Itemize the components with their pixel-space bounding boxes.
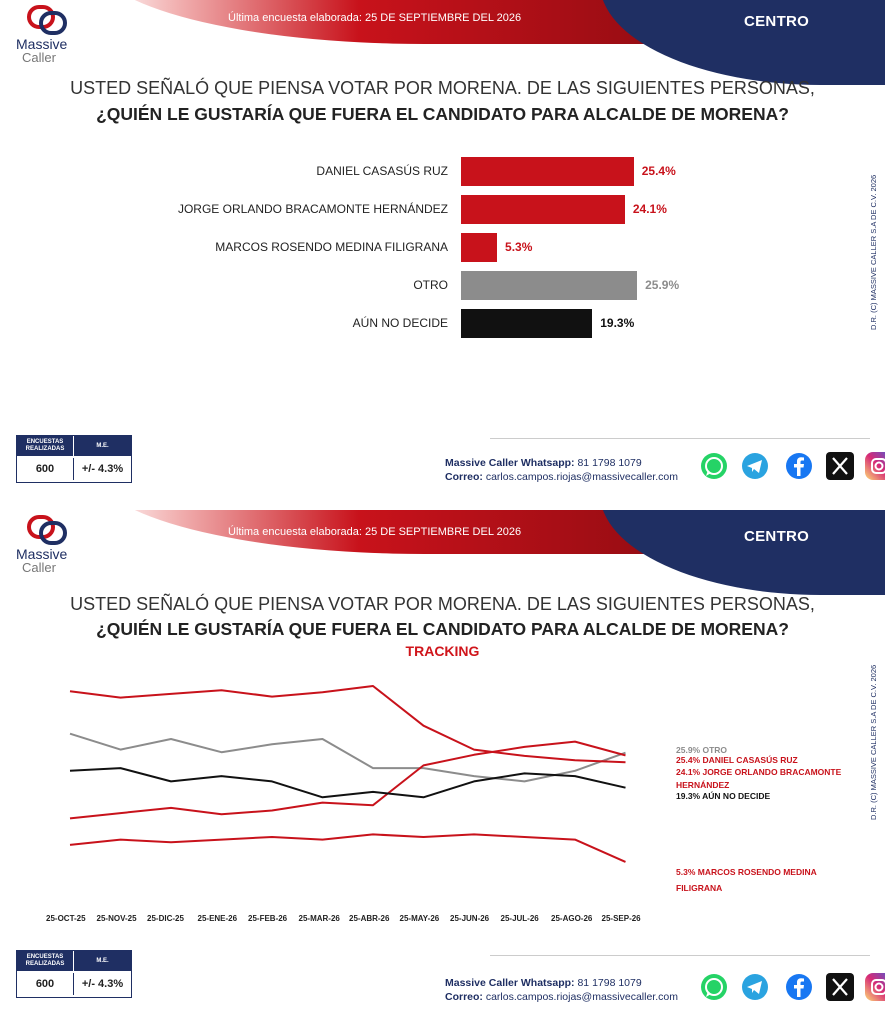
email-contact — [445, 991, 678, 1003]
logo-name: Massive — [16, 546, 68, 562]
x-tick-label: 25-NOV-25 — [96, 914, 137, 923]
bar — [461, 309, 592, 338]
bar-label: JORGE ORLANDO BRACAMONTE HERNÁNDEZ — [177, 202, 448, 216]
logo-name-2: Caller — [22, 50, 56, 65]
region-label: CENTRO — [744, 528, 810, 545]
whatsapp-label: Massive Caller Whatsapp: — [445, 457, 575, 469]
facebook-icon[interactable] — [784, 972, 814, 1002]
x-tick-label: 25-OCT-25 — [46, 914, 86, 923]
x-twitter-icon[interactable] — [825, 451, 855, 481]
email-address[interactable]: carlos.campos.riojas@massivecaller.com — [485, 471, 678, 483]
legend-entry: 24.1% JORGE ORLANDO BRACAMONTE — [676, 767, 842, 777]
legend-entry: 19.3% AÚN NO DECIDE — [676, 791, 771, 801]
legend-entry: 25.4% DANIEL CASASÚS RUZ — [676, 755, 798, 765]
email-label: Correo: — [445, 471, 483, 483]
massive-caller-logo — [14, 4, 84, 70]
x-tick-label: 25-AGO-26 — [551, 914, 593, 923]
question-line-1: USTED SEÑALÓ QUE PIENSA VOTAR POR MORENA. DE LAS SIGUIENTES PERSONAS, — [70, 594, 815, 614]
x-tick-label: 25-FEB-26 — [248, 914, 288, 923]
bar — [461, 271, 637, 300]
x-tick-label: 25-ENE-26 — [197, 914, 238, 923]
x-tick-label: 25-JUN-26 — [450, 914, 490, 923]
copyright-vertical: D.R. (C) MASSIVE CALLER S.A DE C.V. 2026 — [869, 174, 878, 330]
header-blue-band — [600, 0, 885, 85]
instagram-icon[interactable] — [864, 972, 885, 1002]
x-tick-label: 25-MAR-26 — [298, 914, 340, 923]
question-line-2: ¿QUIÉN LE GUSTARÍA QUE FUERA EL CANDIDATO PARA ALCALDE DE MORENA? — [96, 619, 789, 639]
tracking-label: TRACKING — [405, 643, 480, 659]
stats-me-value: +/- 4.3% — [81, 463, 124, 475]
stats-header-me: M.E. — [74, 436, 131, 456]
question-line-2: ¿QUIÉN LE GUSTARÍA QUE FUERA EL CANDIDATO PARA ALCALDE DE MORENA? — [96, 104, 789, 124]
survey-date: Última encuesta elaborada: 25 DE SEPTIEMBRE DEL 2026 — [228, 12, 522, 24]
legend-entry: 5.3% MARCOS ROSENDO MEDINA — [676, 867, 817, 877]
stats-me-value: +/- 4.3% — [81, 978, 124, 990]
bar-chart-slide — [0, 0, 885, 505]
telegram-icon[interactable] — [740, 451, 770, 481]
x-tick-label: 25-DIC-25 — [147, 914, 184, 923]
stats-header-me: M.E. — [74, 951, 131, 971]
whatsapp-number: 81 1798 1079 — [577, 457, 642, 469]
whatsapp-label: Massive Caller Whatsapp: — [445, 977, 575, 989]
survey-date: Última encuesta elaborada: 25 DE SEPTIEMBRE DEL 2026 — [228, 526, 522, 538]
stats-encuestas-value: 600 — [17, 458, 74, 480]
whatsapp-icon[interactable] — [699, 972, 729, 1002]
logo-mark-icon — [26, 4, 68, 36]
series-line — [70, 768, 626, 797]
copyright-vertical: D.R. (C) MASSIVE CALLER S.A DE C.V. 2026 — [869, 664, 878, 820]
whatsapp-contact — [445, 977, 642, 989]
email-label: Correo: — [445, 991, 483, 1003]
bar-value-label: 5.3% — [505, 240, 533, 254]
legend-entry: FILIGRANA — [676, 883, 723, 893]
whatsapp-number: 81 1798 1079 — [577, 977, 642, 989]
email-contact — [445, 471, 678, 483]
x-tick-label: 25-ABR-26 — [349, 914, 390, 923]
series-line — [70, 834, 626, 862]
survey-stats-table — [16, 950, 132, 998]
stats-encuestas-value: 600 — [17, 973, 74, 995]
bar-label: DANIEL CASASÚS RUZ — [316, 164, 448, 178]
contact-divider — [490, 438, 870, 439]
x-tick-label: 25-SEP-26 — [601, 914, 641, 923]
bar-value-label: 19.3% — [600, 316, 635, 330]
bar — [461, 157, 634, 186]
stats-header-encuestas: ENCUESTAS REALIZADAS — [17, 436, 73, 456]
facebook-icon[interactable] — [784, 451, 814, 481]
bar-value-label: 25.4% — [641, 164, 676, 178]
bar — [461, 195, 625, 224]
logo-name-2: Caller — [22, 560, 56, 575]
survey-stats-table — [16, 435, 132, 483]
x-twitter-icon[interactable] — [825, 972, 855, 1002]
bar-label: MARCOS ROSENDO MEDINA FILIGRANA — [215, 240, 448, 254]
tracking-chart-slide — [0, 510, 885, 1024]
series-line — [70, 686, 626, 762]
telegram-icon[interactable] — [740, 972, 770, 1002]
region-label: CENTRO — [744, 13, 810, 30]
contact-divider — [490, 955, 870, 956]
whatsapp-contact — [445, 457, 642, 469]
bar-label: OTRO — [413, 278, 448, 292]
bar-value-label: 24.1% — [632, 202, 667, 216]
stats-header-encuestas: ENCUESTAS REALIZADAS — [17, 951, 73, 971]
whatsapp-icon[interactable] — [699, 451, 729, 481]
legend-entry: 25.9% OTRO — [676, 745, 728, 755]
question-line-1: USTED SEÑALÓ QUE PIENSA VOTAR POR MORENA. DE LAS SIGUIENTES PERSONAS, — [70, 78, 815, 98]
email-address[interactable]: carlos.campos.riojas@massivecaller.com — [485, 991, 678, 1003]
bar-value-label: 25.9% — [645, 278, 680, 292]
x-tick-label: 25-MAY-26 — [399, 914, 440, 923]
legend-entry: HERNÁNDEZ — [676, 780, 730, 790]
logo-name: Massive — [16, 36, 68, 52]
bar-label: AÚN NO DECIDE — [352, 316, 448, 330]
instagram-icon[interactable] — [864, 451, 885, 481]
bar — [461, 233, 497, 262]
x-tick-label: 25-JUL-26 — [500, 914, 539, 923]
